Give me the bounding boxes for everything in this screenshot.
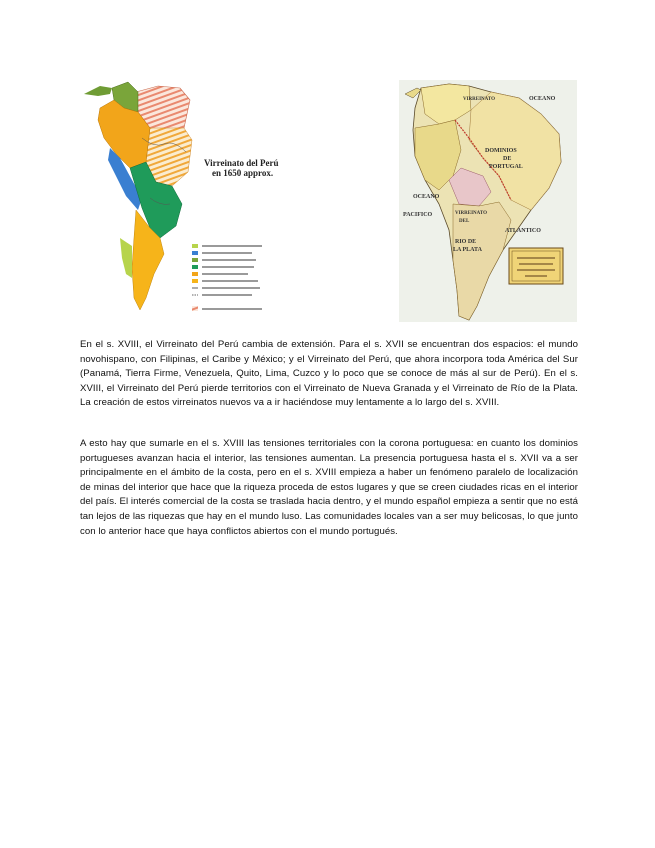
map-cartouche — [509, 248, 563, 284]
viceroyalties-18th-century-map — [399, 80, 577, 322]
label-pacifico: PACIFICO — [403, 212, 433, 218]
label-virreinato-lower: VIRREINATO — [455, 211, 488, 216]
left-map-title-1: Virreinato del Perú — [204, 158, 279, 168]
left-map-title-2: en 1650 approx. — [212, 168, 274, 178]
paragraph-1: En el s. XVIII, el Virreinato del Perú cambia de extensión. Para el s. XVII se encuentran dos espacios: el mundo novohispano, con Filipinas, el Caribe y México; y el Virreinato del Perú, que ahora incorpora toda América del Sur (Panamá, Tierra Firme, Venezuela, Quito, Lima, Cuzco y lo poco que se conoce de más al sur de Perú). En el s. XVIII, el Virreinato del Perú pierde territorios con el Virreinato de Nueva Granada y el Virreinato de Río de la Plata. La creación de estos virreinatos nuevos va a ir haciéndose muy lentamente a lo largo del s. XVIII. — [80, 339, 578, 409]
label-atlantico: ATLANTICO — [505, 228, 541, 234]
label-portugal: PORTUGAL — [489, 164, 523, 170]
label-de: DE — [503, 156, 512, 162]
label-rio-de: RIO DE — [455, 239, 477, 245]
viceroyalty-peru-1650-map — [80, 78, 298, 320]
label-virreinato-upper: VIRREINATO — [463, 97, 496, 102]
label-oceano-left: OCEANO — [413, 194, 440, 200]
label-dominios: DOMINIOS — [485, 148, 517, 154]
label-la-plata: LA PLATA — [453, 247, 482, 253]
label-del-rio: DEL — [459, 219, 470, 224]
label-oceano-top: OCEANO — [529, 96, 556, 102]
paragraph-2: A esto hay que sumarle en el s. XVIII las tensiones territoriales con la corona portuguesa: en cuanto los dominios portugueses avanzan hacia el interior, las tensiones aumentan. La presencia portuguesa hasta el s. XVII va a ser principalmente en el ámbito de la costa, pero en el s. XVIII empieza a haber un fenómeno paralelo de localización de minas del interior que hace que la riqueza proceda de estos lugares y que se creen ciudades ricas en el interior del país. El interés comercial de la costa se traslada hacia dentro, y el mundo español empieza a sentir que no está tan lejos de las riquezas que hay en el mundo luso. Las comunidades locales van a ser muy belicosas, lo que junto con lo anterior hace que haya conflictos abiertos con el mundo portugués. — [80, 438, 578, 537]
